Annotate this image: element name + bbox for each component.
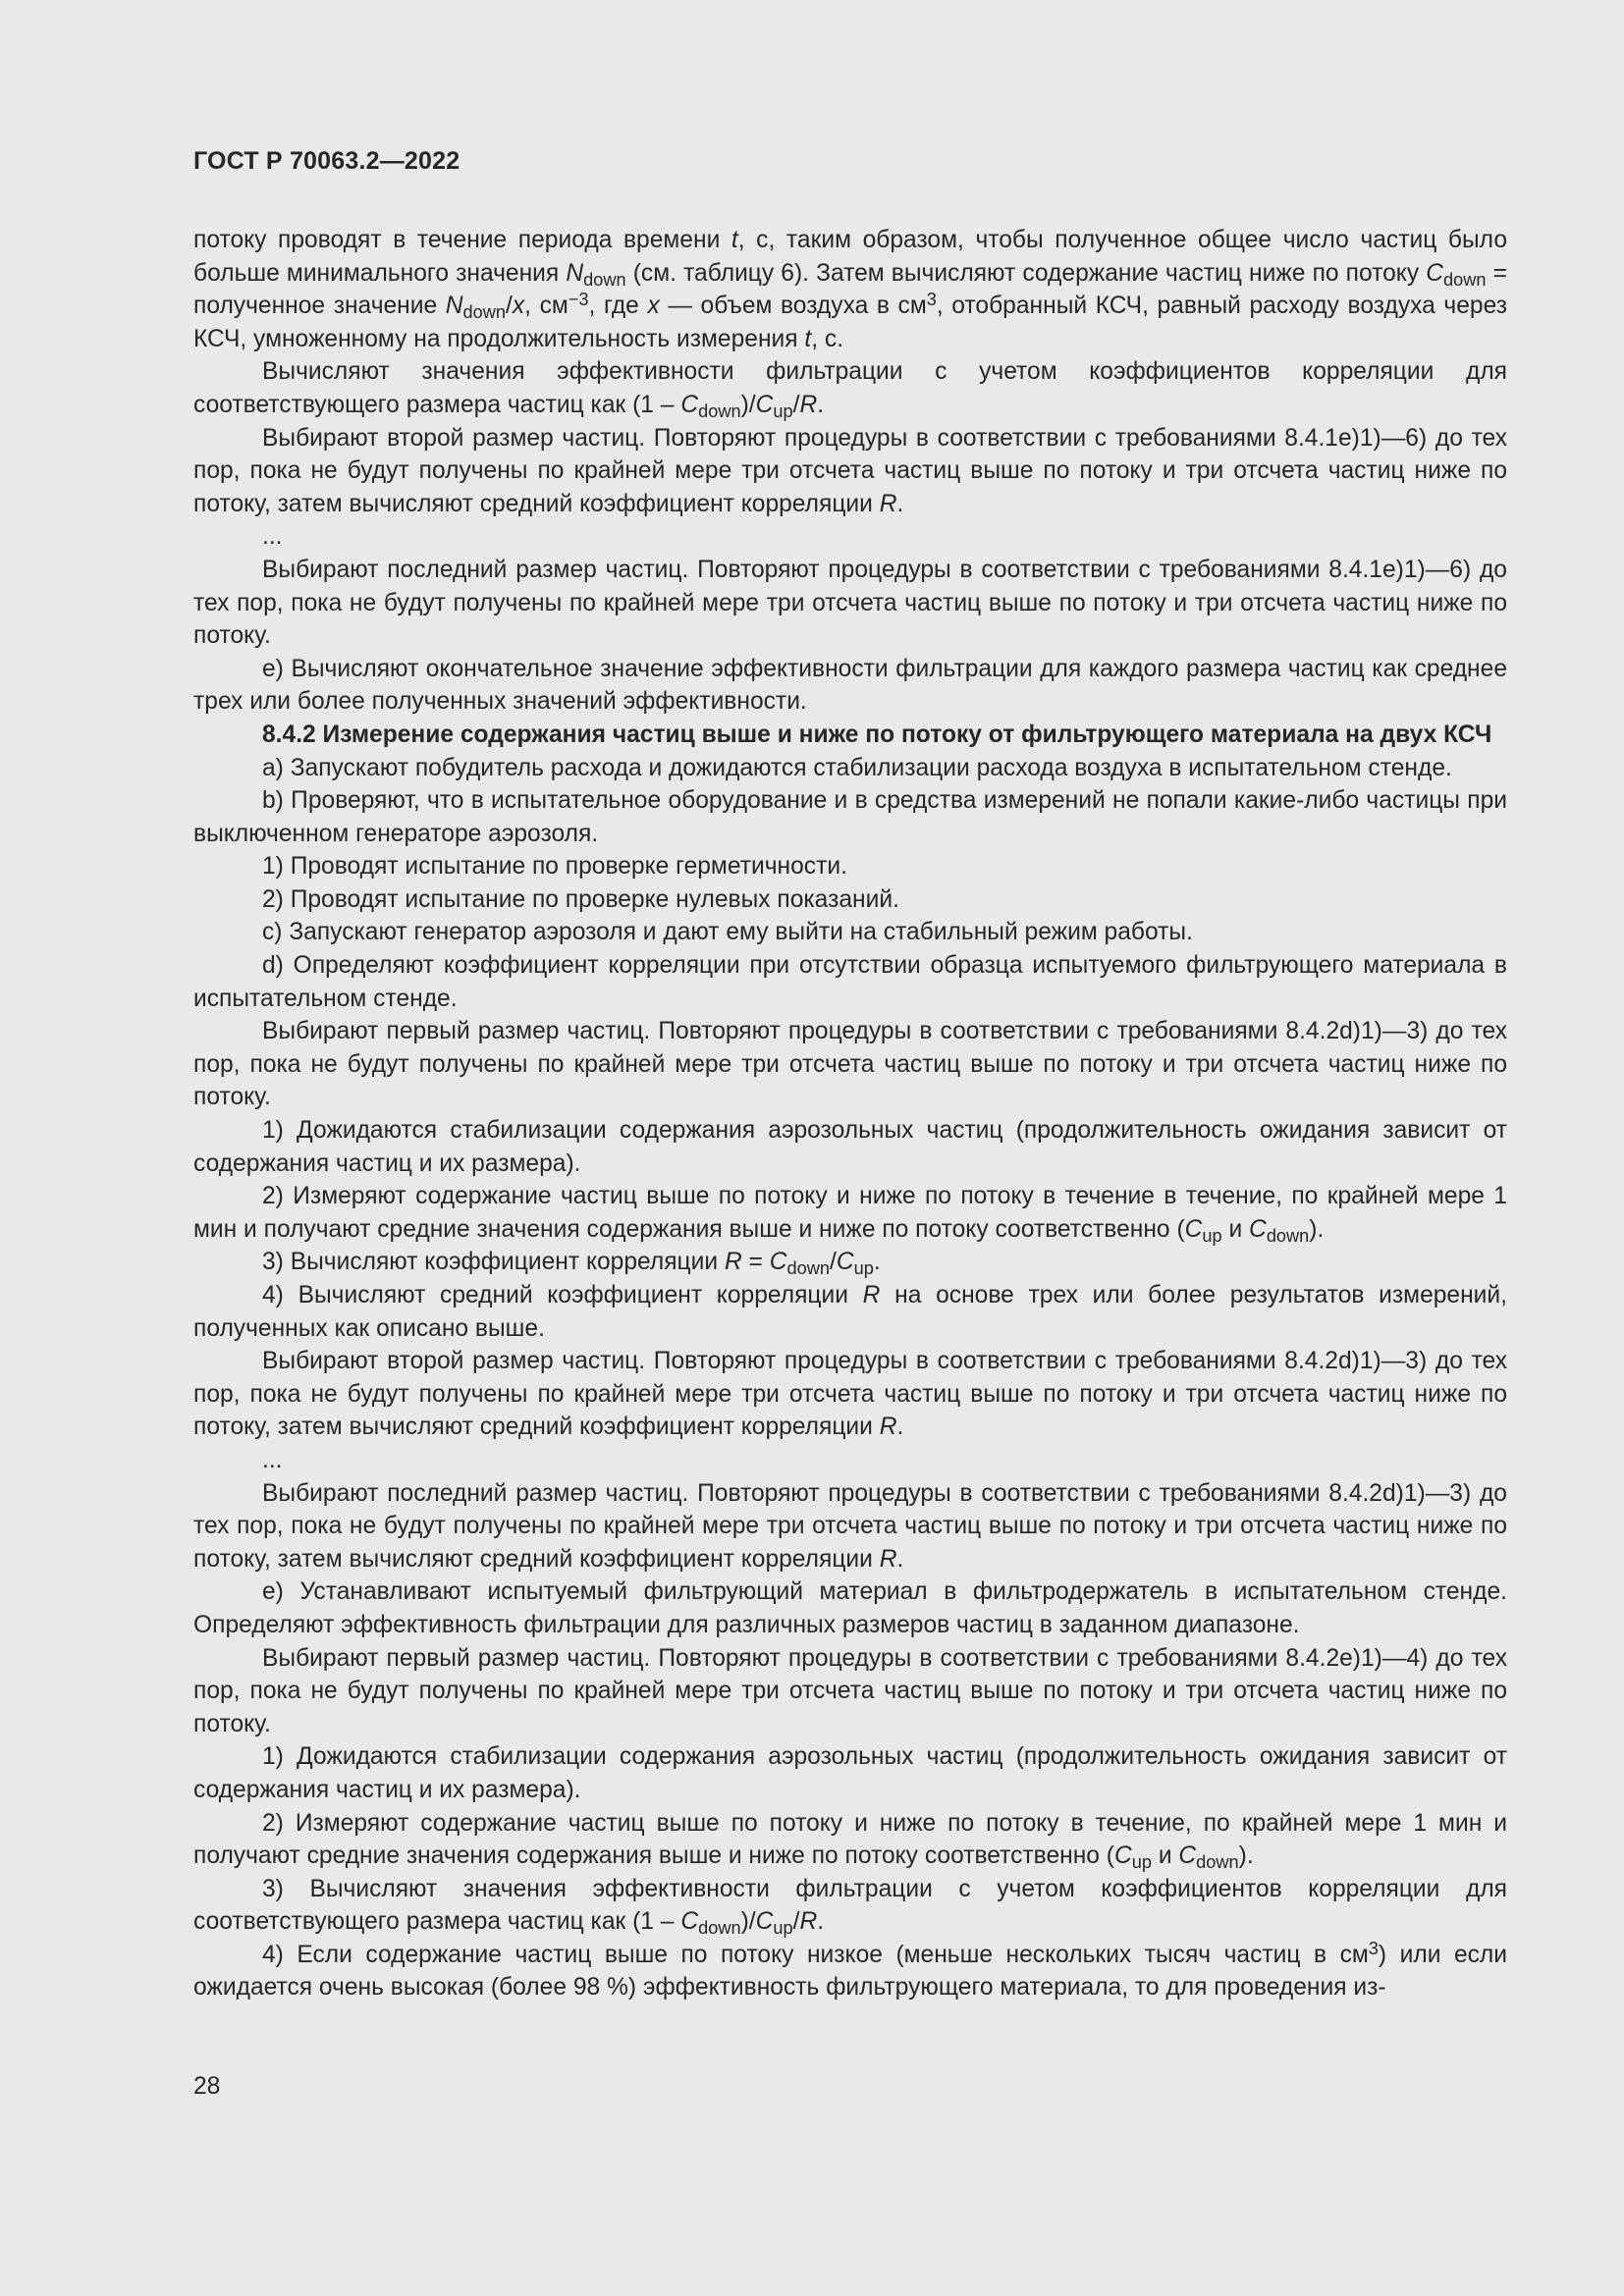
paragraph: 3) Вычисляют коэффициент корреляции $R = C_{down}/C_{up}$. (262, 1249, 881, 1279)
paragraph: 1) Проводят испытание по проверке герметичности. (262, 853, 847, 881)
paragraph: 3) Вычисляют значения эффективности фильтрации с учетом коэффициентов корреляции для соответствующего размера частиц как $(1 - C_{down})/C_{up}/R$. (193, 1875, 1507, 1939)
paragraph: Выбирают последний размер частиц. Повторяют процедуры в соответствии с требованиями 8.4.1e)1)—6) до тех пор, пока не будут получены по крайней мере три отсчета частиц выше по потоку и три отсчета частиц ниже по потоку. (193, 556, 1507, 650)
paragraph: e) Вычисляют окончательное значение эффективности фильтрации для каждого размера частиц как среднее трех или более полученных значений эффективности. (193, 655, 1507, 716)
paragraph: c) Запускают генератор аэрозоля и дают ему выйти на стабильный режим работы. (262, 919, 1193, 946)
paragraph: Вычисляют значения эффективности фильтрации с учетом коэффициентов корреляции для соответствующего размера частиц как $(1 - C_{down})/C_{up}/R$. (193, 358, 1507, 422)
paragraph: 2) Измеряют содержание частиц выше по потоку и ниже по потоку в течение в течение, по крайней мере 1 мин и получают средние значения содержания выше и ниже по потоку соответственно ($C_{up}$ и $C_{down}$). (193, 1183, 1507, 1246)
paragraph: Выбирают второй размер частиц. Повторяют процедуры в соответствии с требованиями 8.4.2d)1)—3) до тех пор, пока не будут получены по крайней мере три отсчета частиц выше по потоку и три отсчета частиц ниже по потоку, затем вычисляют средний коэффициент корреляции R. (193, 1348, 1507, 1441)
paragraph: d) Определяют коэффициент корреляции при отсутствии образца испытуемого фильтрующего материала в испытательном стенде. (193, 952, 1507, 1012)
paragraph: Выбирают последний размер частиц. Повторяют процедуры в соответствии с требованиями 8.4.2d)1)—3) до тех пор, пока не будут получены по крайней мере три отсчета частиц выше по потоку и три отсчета частиц ниже по потоку, затем вычисляют средний коэффициент корреляции R. (193, 1479, 1507, 1573)
paragraph: 1) Дожидаются стабилизации содержания аэрозольных частиц (продолжительность ожидания зависит от содержания частиц и их размера). (193, 1743, 1507, 1803)
paragraph: ... (262, 1446, 283, 1473)
paragraph: 2) Измеряют содержание частиц выше по потоку и ниже по потоку в течение, по крайней мере 1 мин и получают средние значения содержания выше и ниже по потоку соответственно ($C_{up}$ и $C_{down}$). (193, 1809, 1507, 1873)
paragraph: 4) Вычисляют средний коэффициент корреляции R на основе трех или более результатов измерений, полученных как описано выше. (193, 1282, 1507, 1342)
document-body (193, 224, 1507, 2004)
paragraph: потоку проводят в течение периода времени t, с, таким образом, чтобы полученное общее число частиц было больше минимального значения $N_{down}$ (см. таблицу 6). Затем вычисляют содержание частиц ниже по потоку $C_{down}$ = полученное значение $N_{down}/x$, $см^{-3}$, где x — объем воздуха в $см^3$, отобранный КСЧ, равный расходу воздуха через КСЧ, умноженному на продолжительность измерения t, с. (193, 227, 1507, 352)
paragraph: Выбирают второй размер частиц. Повторяют процедуры в соответствии с требованиями 8.4.1e)1)—6) до тех пор, пока не будут получены по крайней мере три отсчета частиц выше по потоку и три отсчета частиц ниже по потоку, затем вычисляют средний коэффициент корреляции R. (193, 424, 1507, 517)
paragraph: 1) Дожидаются стабилизации содержания аэрозольных частиц (продолжительность ожидания зависит от содержания частиц и их размера). (193, 1117, 1507, 1177)
paragraph: b) Проверяют, что в испытательное оборудование и в средства измерений не попали какие-либо частицы при выключенном генераторе аэрозоля. (193, 787, 1507, 847)
paragraph: 2) Проводят испытание по проверке нулевых показаний. (262, 885, 899, 913)
page-number: 28 (193, 2073, 221, 2100)
paragraph: 4) Если содержание частиц выше по потоку низкое (меньше нескольких тысяч частиц в $см^3$) или если ожидается очень высокая (более 98 %) эффективность фильтрующего материала, то для проведения из- (193, 1938, 1508, 2002)
paragraph: Выбирают первый размер частиц. Повторяют процедуры в соответствии с требованиями 8.4.2d)1)—3) до тех пор, пока не будут получены по крайней мере три отсчета частиц выше по потоку и три отсчета частиц ниже по потоку. (193, 1018, 1507, 1111)
section-heading: 8.4.2 Измерение содержания частиц выше и ниже по потоку от фильтрующего материала на двух КСЧ (262, 721, 1492, 748)
paragraph: a) Запускают побудитель расхода и дожидаются стабилизации расхода воздуха в испытательном стенде. (262, 754, 1452, 781)
paragraph: e) Устанавливают испытуемый фильтрующий материал в фильтродержатель в испытательном стенде. Определяют эффективность фильтрации для различных размеров частиц в заданном диапазоне. (193, 1578, 1507, 1638)
document-header: ГОСТ Р 70063.2—2022 (193, 147, 460, 175)
paragraph: ... (262, 523, 283, 551)
paragraph: Выбирают первый размер частиц. Повторяют процедуры в соответствии с требованиями 8.4.2e)1)—4) до тех пор, пока не будут получены по крайней мере три отсчета частиц выше по потоку и три отсчета частиц ниже по потоку. (193, 1644, 1507, 1737)
